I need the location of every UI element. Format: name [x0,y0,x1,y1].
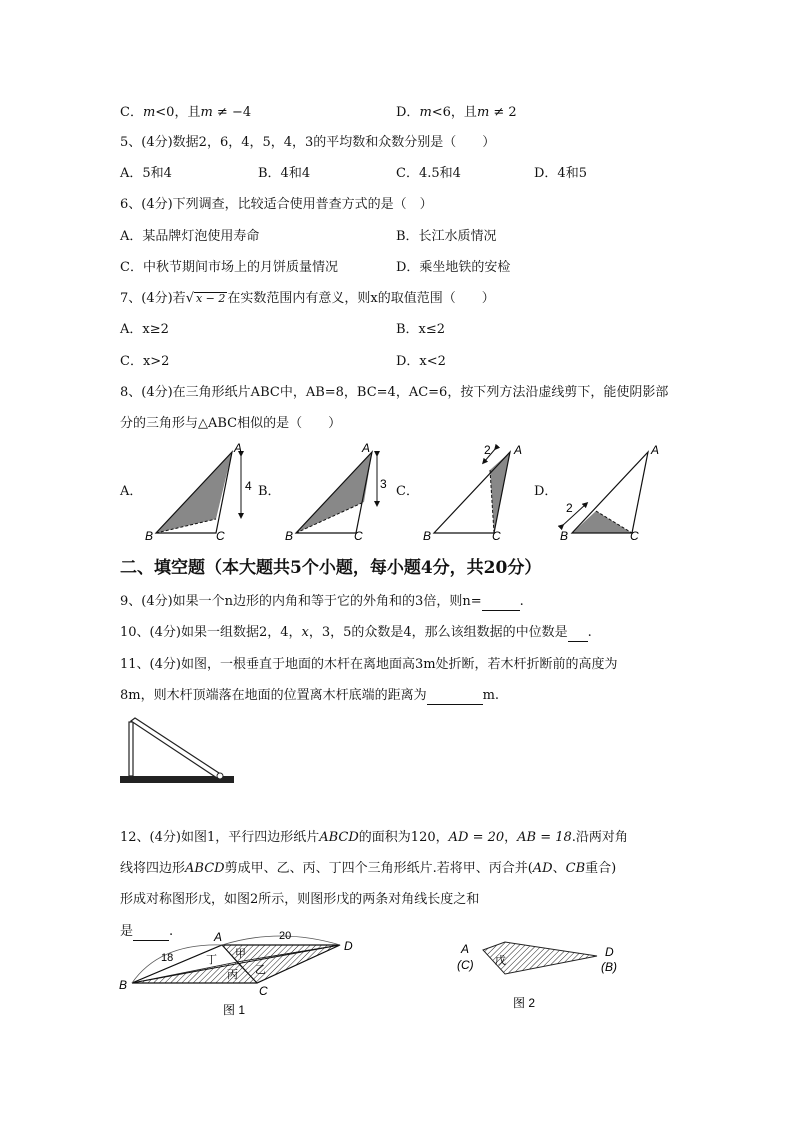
q11-line2-post: m. [482,688,500,703]
q8-option-c: C． [396,484,419,499]
q11-answer-blank[interactable] [427,690,483,705]
q6-option-d: D．乘坐地铁的安检 [396,260,511,275]
fig1-label-d: D [344,939,353,953]
q12-figure-2 [455,930,645,1015]
q5-option-d: D．4和5 [534,166,587,181]
q10-text-post: ，3，5的众数是4，那么该组数据的中位数是 [308,625,568,640]
q12-line1-sep: ， [504,830,518,845]
q7-stem [120,290,495,308]
q9-stem [120,593,524,611]
q7-option-c: C．x>2 [120,354,170,369]
fig2-label-d: D [605,945,614,959]
fig1-label-b: B [119,978,128,992]
q12-line1-abcd: ABCD [319,830,359,845]
q8-a-length: 4 [245,479,252,493]
q8-d-label-c: C [630,529,639,543]
q8-a-label-b: B [145,529,154,543]
fig1-label-yi: 乙 [255,964,266,976]
fig1-label-ding: 丁 [206,954,217,966]
q5-option-a: A．5和4 [120,166,172,181]
q12-line2-pre: 线将四边形 [120,861,186,876]
q12-line2-sep: 、 [552,861,566,876]
q12-line2-abcd: ABCD [185,861,225,876]
q4-option-c: C．m<0，且m ≠ −4 [120,105,252,120]
q12-line1-post: .沿两对角 [571,830,628,845]
fig2-label-c: (C) [457,958,474,972]
fig1-label-bing: 丙 [227,969,238,981]
q7-option-d: D．x<2 [396,354,446,369]
q8-a-label-c: C [216,529,225,543]
q7-option-b: B．x≤2 [396,322,446,337]
sqrt-sign: √ [185,291,194,306]
q12-line1 [120,829,628,847]
q12-line4-end: . [169,924,174,939]
q8-c-label-c: C [492,529,501,543]
q8-figure-c [418,440,538,545]
section-heading: 二、填空题（本大题共5个小题，每小题4分，共20分） [120,558,542,578]
q8-b-label-b: B [285,529,294,543]
q11-line1: 11、(4分)如图，一根垂直于地面的木杆在离地面高3m处折断，若木杆折断前的高度为 [120,657,618,672]
q6-option-b: B．长江水质情况 [396,229,497,244]
q10-answer-blank[interactable] [568,627,588,642]
fig1-label-jia: 甲 [235,948,246,960]
q8-figure-b [280,440,400,545]
q10-end: . [587,625,592,640]
q8-figure-d [556,440,676,545]
q9-text: 9、(4分)如果一个n边形的内角和等于它的外角和的3倍，则n= [120,594,482,609]
q11-line2-pre: 8m，则木杆顶端落在地面的位置离木杆底端的距离为 [120,688,427,703]
q7-option-a: A．x≥2 [120,322,169,337]
q5-option-c: C．4.5和4 [396,166,461,181]
q8-d-label-b: B [560,529,569,543]
fig1-len-ad: 20 [279,930,292,942]
q6-option-c: C．中秋节期间市场上的月饼质量情况 [120,260,338,275]
q12-line4-pre: 是 [120,924,134,939]
q12-line1-ab: AB = 18 [517,830,572,845]
q8-stem-line1: 8、(4分)在三角形纸片ABC中，AB=8，BC=4，AC=6，按下列方法沿虚线剪下，能使阴影部 [120,385,669,400]
q12-line1-ad: AD = 20 [448,830,505,845]
fig1-label-c: C [259,984,268,998]
q12-line2-post: 剪成甲、乙、丙、丁四个三角形纸片.若将甲、丙合并( [224,861,533,876]
q12-line2-cb: CB [565,861,586,876]
q8-option-d: D． [534,484,558,499]
q7-radicand: x − 2 [195,292,226,305]
q8-c-length: 2 [484,443,491,457]
q11-line2 [120,687,499,705]
q9-end: . [519,594,524,609]
q12-line3: 形成对称图形戊，如图2所示，则图形戊的两条对角线长度之和 [120,892,480,907]
q8-c-label-a: A [514,443,523,457]
fig2-label-wu: 戊 [495,955,506,967]
q12-line2-end: 重合) [585,861,617,876]
fig1-caption: 图 1 [223,1003,246,1017]
q11-figure [118,712,238,790]
q8-stem-line2: 分的三角形与△ABC相似的是（ ） [120,416,342,431]
q5-option-b: B．4和4 [258,166,311,181]
q6-stem: 6、(4分)下列调查，比较适合使用普查方式的是（ ） [120,197,433,212]
q12-figure-1 [115,925,365,1020]
q8-option-b: B． [258,484,281,499]
q12-line1-mid: 的面积为120， [358,830,449,845]
q7-stem-post: 在实数范围内有意义，则x的取值范围（ ） [227,291,495,306]
q8-a-label-a: A [234,441,243,455]
q9-answer-blank[interactable] [482,596,520,611]
q10-var: x [301,625,309,640]
q10-text-pre: 10、(4分)如果一组数据2，4， [120,625,302,640]
q10-stem [120,624,592,642]
q8-b-length: 3 [380,477,387,491]
q8-d-length: 2 [566,501,573,515]
fig2-label-a: A [461,942,470,956]
fig2-label-b: (B) [601,960,617,974]
q8-b-label-a: A [362,441,371,455]
q8-figure-a [140,440,260,545]
q6-option-a: A．某品牌灯泡使用寿命 [120,229,260,244]
q8-b-label-c: C [354,529,363,543]
q8-option-a: A． [120,484,143,499]
q12-line2 [120,860,616,878]
q8-c-label-b: B [423,529,432,543]
q12-line1-pre: 12、(4分)如图1，平行四边形纸片 [120,830,320,845]
q7-stem-pre: 7、(4分)若 [120,291,186,306]
q12-line2-ad: AD [532,861,553,876]
pole-tip [217,773,223,779]
q8-d-label-a: A [651,443,660,457]
pole-broken-part [131,718,222,778]
fig1-len-ab: 18 [161,952,174,964]
fig1-label-a: A [214,930,223,944]
q4-option-d: D．m<6，且m ≠ 2 [396,105,517,120]
q5-stem: 5、(4分)数据2，6，4，5，4，3的平均数和众数分别是（ ） [120,135,496,150]
fig2-caption: 图 2 [513,996,536,1010]
pole-standing-part [129,722,133,776]
